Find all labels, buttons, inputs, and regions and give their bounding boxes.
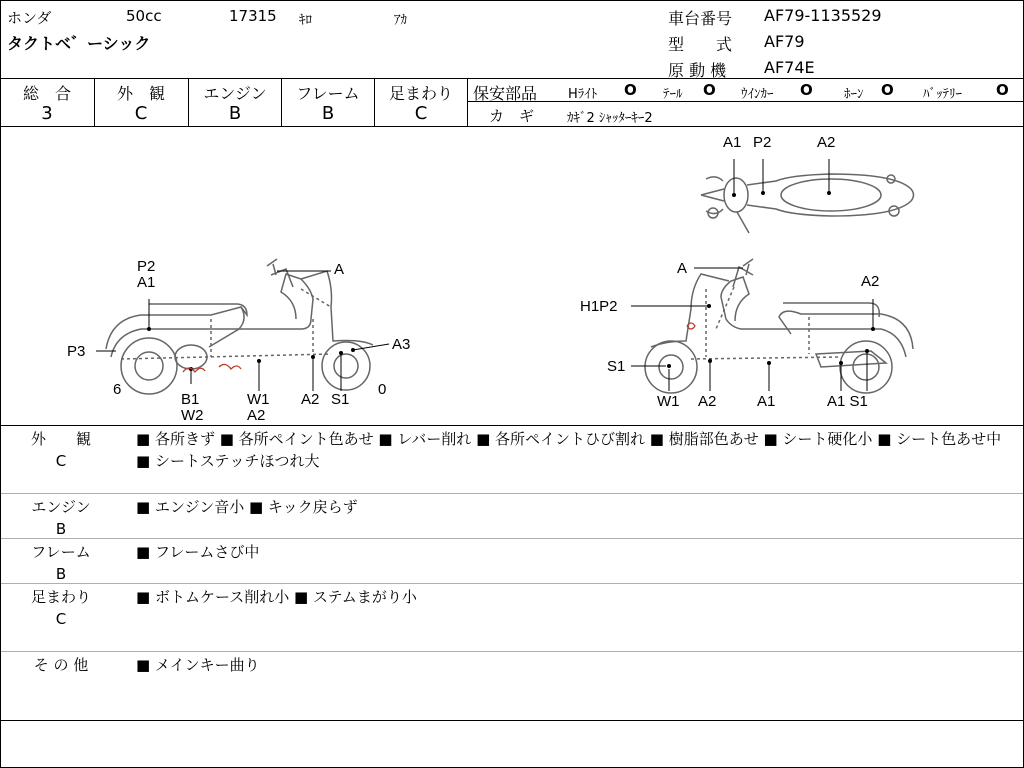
- grade-engine-label: エンジン: [203, 84, 267, 103]
- section-engine-label: エンジン: [31, 498, 91, 516]
- label-p2: P2: [137, 258, 156, 275]
- mileage: 17315: [229, 7, 277, 25]
- scooter-top-view: [701, 174, 914, 233]
- label-a1: A1: [723, 134, 742, 151]
- color: ｱｶ: [394, 13, 407, 28]
- grade-engine: B: [228, 103, 242, 124]
- label-a1-s1: A1 S1: [827, 393, 868, 410]
- grade-overall: 3: [41, 103, 53, 124]
- section-other-label: そ の 他: [33, 656, 89, 674]
- label-a: A: [334, 261, 345, 278]
- mileage-unit: ｷﾛ: [299, 13, 312, 28]
- divider: [1, 651, 1023, 652]
- grade-suspension: C: [414, 103, 428, 124]
- divider: [1, 126, 1023, 127]
- safety-mark-winker: O: [800, 81, 813, 99]
- label-a1: A1: [137, 274, 156, 291]
- key-label: カ ギ: [489, 107, 535, 125]
- label-p2: P2: [753, 134, 772, 151]
- grade-overall-label: 総 合: [22, 84, 71, 103]
- section-exterior-grade: C: [55, 452, 67, 470]
- label-a2: A2: [861, 273, 880, 290]
- section-suspension-notes: ■ ボトムケース削れ小 ■ ステムまがり小: [136, 588, 417, 606]
- label-w1: W1: [247, 391, 270, 408]
- grade-exterior: C: [134, 103, 148, 124]
- grade-suspension-label: 足まわり: [388, 84, 453, 103]
- safety-item-winker: ｳｲﾝｶｰ: [741, 87, 774, 102]
- safety-item-horn: ﾎｰﾝ: [844, 87, 864, 102]
- section-frame-label: フレーム: [31, 543, 91, 561]
- divider: [467, 78, 468, 126]
- safety-item-taillight: ﾃｰﾙ: [663, 87, 683, 102]
- section-engine-notes: ■ エンジン音小 ■ キック戻らず: [136, 498, 358, 516]
- label-6: 6: [113, 381, 122, 398]
- divider: [1, 78, 1023, 79]
- label-a3: A3: [392, 336, 411, 353]
- label-p3: P3: [67, 343, 86, 360]
- safety-mark-horn: O: [881, 81, 894, 99]
- section-exterior-label: 外 観: [30, 430, 91, 448]
- safety-item-headlight: Hﾗｲﾄ: [568, 87, 598, 102]
- label-s1: S1: [607, 358, 626, 375]
- key-value: ｶｷﾞ2 ｼｬｯﾀｰｷｰ2: [567, 111, 653, 126]
- divider: [1, 538, 1023, 539]
- safety-mark-taillight: O: [703, 81, 716, 99]
- label-0: 0: [378, 381, 387, 398]
- divider: [1, 425, 1023, 426]
- label-a1: A1: [757, 393, 776, 410]
- section-suspension-label: 足まわり: [30, 588, 91, 606]
- type-value: AF79: [764, 32, 805, 51]
- engine-model-label: 原 動 機: [668, 61, 727, 80]
- label-w1: W1: [657, 393, 680, 410]
- engine-model: AF74E: [764, 58, 815, 77]
- section-frame-grade: B: [55, 565, 67, 583]
- maker: ホンダ: [7, 9, 52, 27]
- section-engine-grade: B: [55, 520, 67, 538]
- displacement: 50cc: [126, 7, 162, 25]
- type-label: 型 式: [668, 35, 733, 54]
- safety-mark-headlight: O: [624, 81, 637, 99]
- label-s1: S1: [331, 391, 350, 408]
- safety-mark-battery: O: [996, 81, 1009, 99]
- grade-exterior-label: 外 観: [116, 84, 165, 103]
- label-w2: W2: [181, 407, 204, 424]
- safety-item-battery: ﾊﾞｯﾃﾘｰ: [923, 87, 962, 102]
- grade-frame-label: フレーム: [296, 84, 360, 103]
- model-name: タクトベ゛ーシック: [7, 34, 151, 53]
- frame-number: AF79-1135529: [764, 6, 882, 25]
- grade-frame: B: [321, 103, 335, 124]
- divider: [1, 493, 1023, 494]
- section-suspension-grade: C: [55, 610, 67, 628]
- divider: [1, 583, 1023, 584]
- label-a2: A2: [698, 393, 717, 410]
- label-h1p2: H1P2: [580, 298, 618, 315]
- section-other-notes: ■ メインキー曲り: [136, 656, 260, 674]
- frame-number-label: 車台番号: [668, 9, 733, 28]
- section-exterior-notes: ■ 各所きず ■ 各所ペイント色あせ ■ レバー削れ ■ 各所ペイントひび割れ ■ 樹脂部色あせ ■ シート硬化小 ■ シート色あせ中 ■ シートステッチほつれ大: [136, 430, 1002, 470]
- label-b1: B1: [181, 391, 200, 408]
- safety-parts-label: 保安部品: [473, 84, 538, 103]
- label-a: A: [677, 260, 688, 277]
- label-a2: A2: [301, 391, 320, 408]
- scooter-diagram: [1, 129, 1023, 425]
- divider: [1, 720, 1023, 721]
- section-frame-notes: ■ フレームさび中: [136, 543, 260, 561]
- label-a2: A2: [247, 407, 266, 424]
- label-a2: A2: [817, 134, 836, 151]
